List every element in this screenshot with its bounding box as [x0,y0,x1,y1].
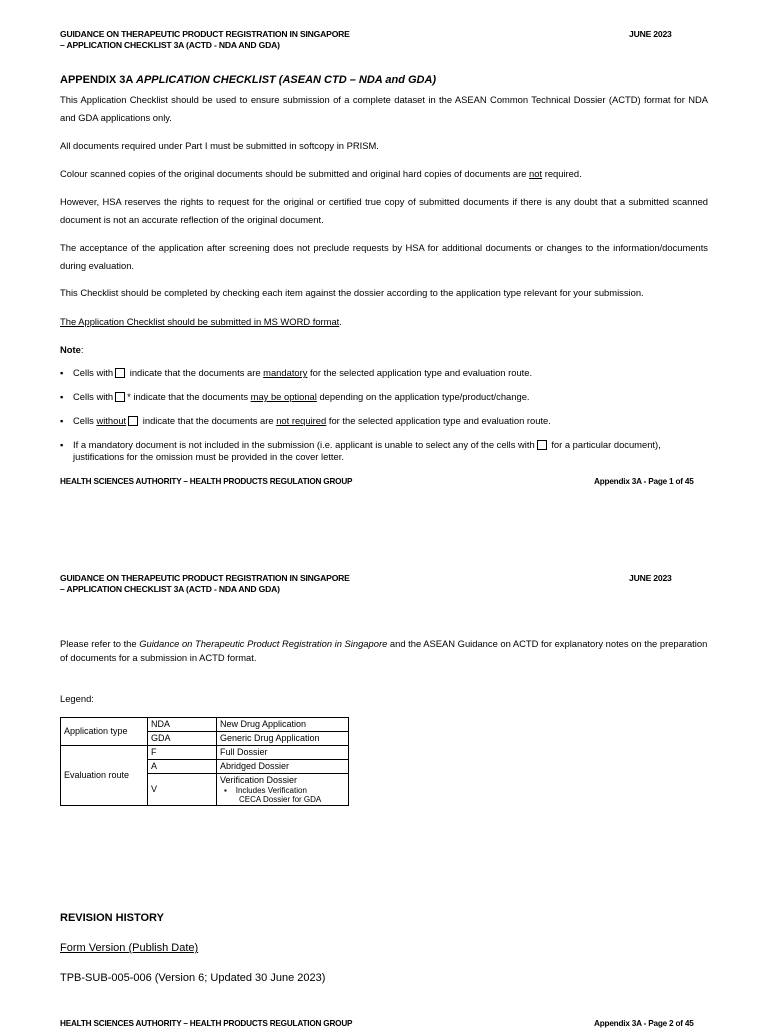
table-row: V Verification Dossier ▪ Includes Verification CECA Dossier for GDA [61,774,349,806]
checkbox-icon [115,368,125,378]
page2-header-title: GUIDANCE ON THERAPEUTIC PRODUCT REGISTRATION IN SINGAPORE – APPLICATION CHECKLIST 3A (ACTD - NDA AND GDA) [60,573,350,594]
table-row: A Abridged Dossier [61,760,349,774]
legend-eval-route-label: Evaluation route [61,746,148,806]
paragraph-checking: This Checklist should be completed by checking each item against the dossier according to the application type relevant for your submission. [60,287,644,298]
legend-label: Legend: [60,693,94,704]
note-item-mandatory: ▪ Cells with indicate that the documents are mandatory for the selected application type and evaluation route. [60,367,533,378]
page2-footer-right: Appendix 3A - Page 2 of 45 [594,1019,694,1028]
legend-app-type-label: Application type [61,718,148,746]
table-row: Evaluation route F Full Dossier [61,746,349,760]
paragraph-acceptance: The acceptance of the application after screening does not preclude requests by HSA for additional documents or changes to the information/documents during evaluation. [60,242,708,271]
revision-history-title: REVISION HISTORY [60,912,164,924]
note-label: Note: [60,344,84,355]
legend-table [60,717,349,806]
note-item-justification: ▪ If a mandatory document is not included in the submission (i.e. applicant is unable to select any of the cells with for a particular document), justifications for the omission must be provided in the cover letter. [60,439,661,462]
form-version-label: Form Version (Publish Date) [60,942,199,954]
page1-header-title: GUIDANCE ON THERAPEUTIC PRODUCT REGISTRATION IN SINGAPORE – APPLICATION CHECKLIST 3A (ACTD - NDA AND GDA) [60,29,350,50]
version-text: TPB-SUB-005-006 (Version 6; Updated 30 June 2023) [60,972,326,984]
page2-intro: Please refer to the Guidance on Therapeutic Product Registration in Singapore and the ASEAN Guidance on ACTD for explanatory notes on the preparation of documents for a submission in ACTD format. [60,638,708,663]
page2-header-date: JUNE 2023 [629,573,672,583]
notes-list [60,367,712,475]
paragraph-softcopy: All documents required under Part I must be submitted in softcopy in PRISM. [60,140,379,151]
table-row: Application type NDA New Drug Application [61,718,349,732]
note-item-optional: ▪ Cells with * indicate that the documents may be optional depending on the application type/product/change. [60,391,530,402]
note-item-not-required: ▪ Cells without indicate that the documents are not required for the selected application type and evaluation route. [60,415,551,426]
paragraph-colour-copies: Colour scanned copies of the original documents should be submitted and original hard copies of documents are not required. [60,168,582,179]
table-row: GDA Generic Drug Application [61,732,349,746]
page2-footer-left: HEALTH SCIENCES AUTHORITY – HEALTH PRODUCTS REGULATION GROUP [60,1019,353,1028]
page1-footer-left: HEALTH SCIENCES AUTHORITY – HEALTH PRODUCTS REGULATION GROUP [60,477,353,486]
page1-title: APPENDIX 3A APPLICATION CHECKLIST (ASEAN CTD – NDA and GDA) [60,74,437,86]
page1-footer-right: Appendix 3A - Page 1 of 45 [594,477,694,486]
paragraph-word-format: The Application Checklist should be submitted in MS WORD format. [60,316,342,327]
checkbox-icon [128,416,138,426]
page1-header-date: JUNE 2023 [629,29,672,39]
checkbox-icon [537,440,547,450]
paragraph-intro: This Application Checklist should be used to ensure submission of a complete dataset in the ASEAN Common Technical Dossier (ACTD) format for NDA and GDA applications only. [60,94,708,123]
checkbox-icon [115,392,125,402]
paragraph-hsa-rights: However, HSA reserves the rights to request for the original or certified true copy of submitted documents if there is any doubt that a submitted scanned document is not an accurate reflection of the original document. [60,196,708,225]
